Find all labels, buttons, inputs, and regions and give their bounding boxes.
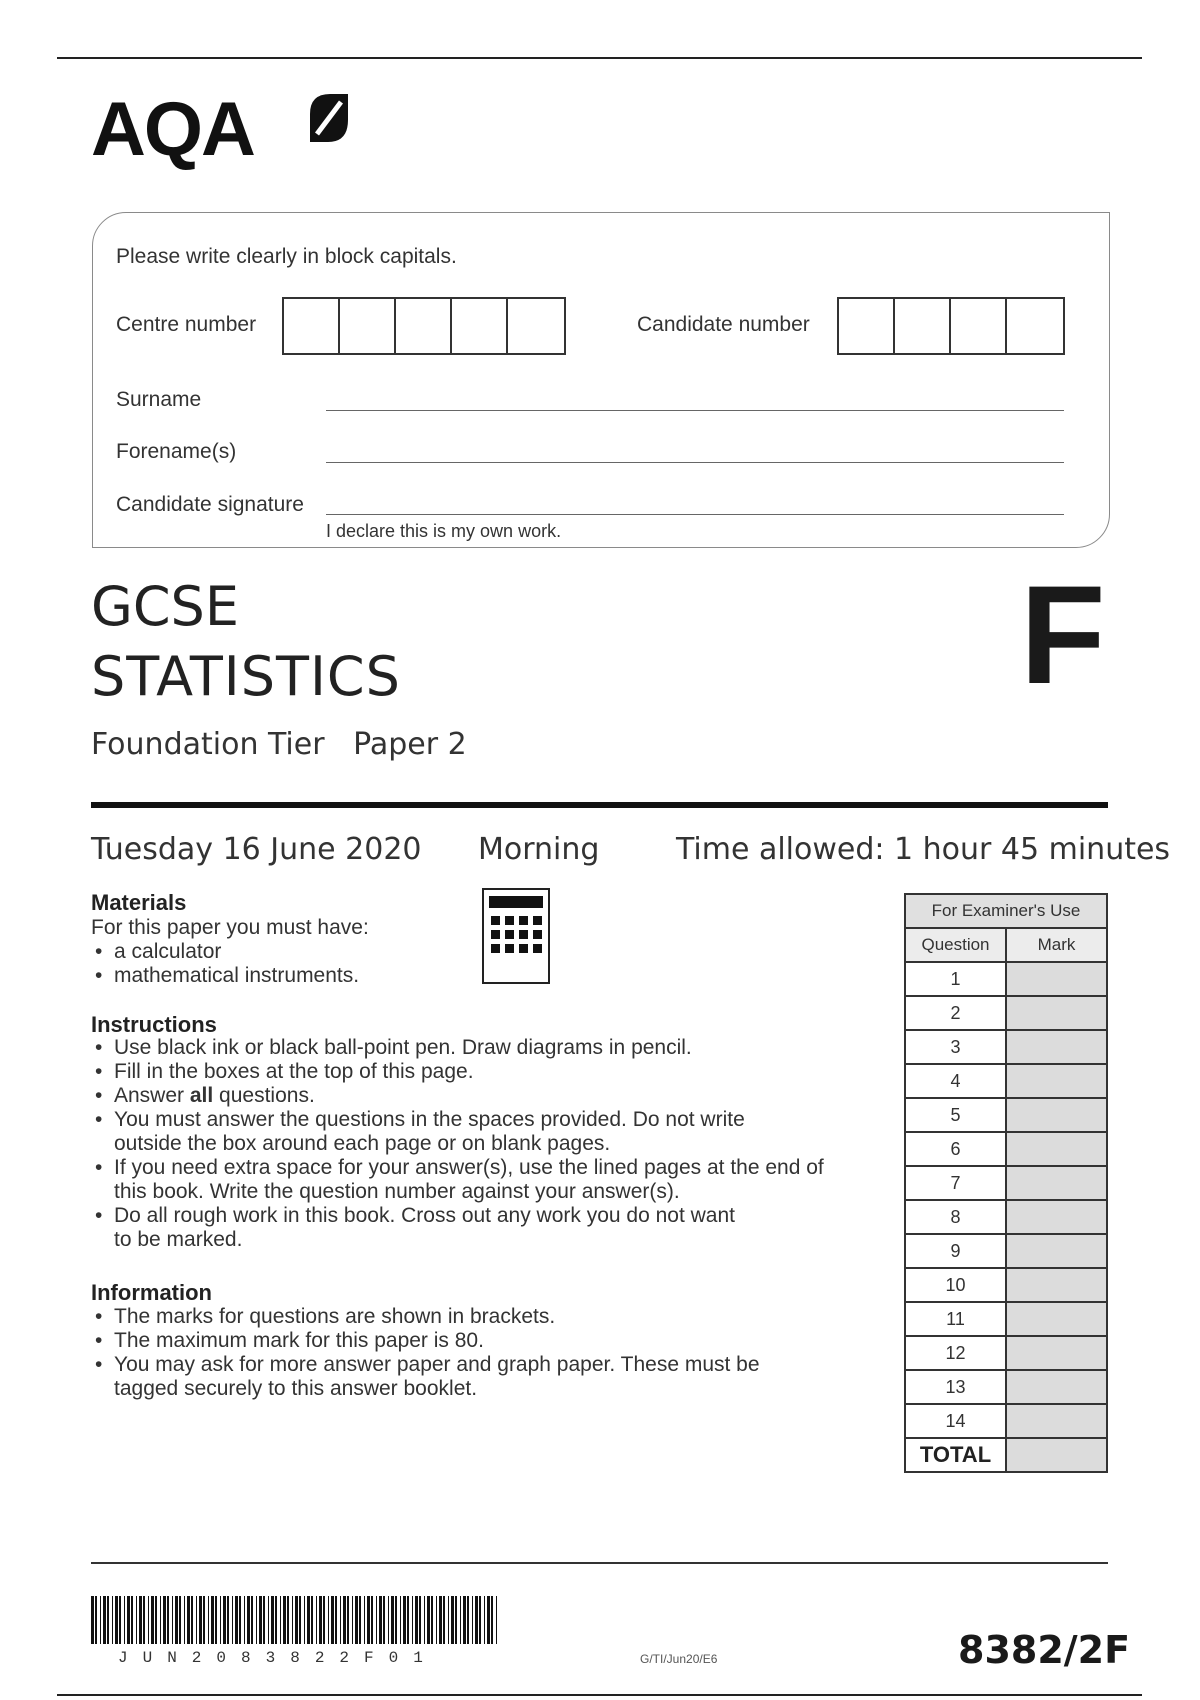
question-number-cell: 10 — [905, 1268, 1006, 1302]
materials-heading: Materials — [91, 890, 187, 915]
table-row — [905, 1200, 1107, 1234]
candidate-number-digit-box[interactable] — [839, 299, 895, 353]
mark-cell — [1006, 1336, 1107, 1370]
list-item: • You must answer the questions in the spaces provided. Do not write outside the box around each page or on blank pages. — [91, 1108, 824, 1156]
instructions-heading: Instructions — [91, 1012, 217, 1037]
examiner-use-table — [904, 893, 1108, 1473]
list-item: • Answer all questions. — [91, 1084, 824, 1108]
forenames-field[interactable] — [326, 462, 1064, 463]
mark-cell — [1006, 1064, 1107, 1098]
question-number-cell: 14 — [905, 1404, 1006, 1438]
information-list — [91, 1305, 760, 1401]
centre-number-digit-box[interactable] — [508, 299, 564, 353]
candidate-number-label: Candidate number — [637, 313, 810, 336]
mark-cell — [1006, 1404, 1107, 1438]
signature-label: Candidate signature — [116, 493, 304, 516]
calculator-icon — [482, 888, 550, 984]
list-item: • You may ask for more answer paper and graph paper. These must be tagged securely to this answer booklet. — [91, 1353, 760, 1401]
surname-label: Surname — [116, 388, 202, 411]
examiner-table-heading: For Examiner's Use — [905, 894, 1107, 928]
table-row — [905, 1404, 1107, 1438]
question-column-header: Question — [905, 928, 1006, 962]
mark-cell — [1006, 1098, 1107, 1132]
aqa-logo: AQA — [91, 87, 254, 172]
total-label: TOTAL — [905, 1438, 1006, 1472]
mark-cell — [1006, 996, 1107, 1030]
mark-cell — [1006, 1166, 1107, 1200]
question-number-cell: 1 — [905, 962, 1006, 996]
signature-field[interactable] — [326, 514, 1064, 515]
table-row — [905, 1132, 1107, 1166]
candidate-number-digit-box[interactable] — [895, 299, 951, 353]
print-reference: G/TI/Jun20/E6 — [640, 1652, 718, 1666]
list-item: • Fill in the boxes at the top of this page. — [91, 1060, 824, 1084]
surname-field[interactable] — [326, 410, 1064, 411]
mark-cell — [1006, 962, 1107, 996]
question-number-cell: 3 — [905, 1030, 1006, 1064]
table-row — [905, 1268, 1107, 1302]
centre-number-digit-box[interactable] — [340, 299, 396, 353]
candidate-number-digit-box[interactable] — [951, 299, 1007, 353]
bottom-rule — [57, 1694, 1142, 1696]
question-number-cell: 5 — [905, 1098, 1006, 1132]
materials-list — [91, 940, 359, 988]
table-row — [905, 1302, 1107, 1336]
table-row — [905, 1336, 1107, 1370]
centre-number-field[interactable] — [282, 297, 566, 355]
exam-session: Morning — [478, 832, 600, 867]
aqa-logo-mark-icon — [308, 90, 350, 144]
list-item: • Use black ink or black ball-point pen. Draw diagrams in pencil. — [91, 1036, 824, 1060]
centre-number-digit-box[interactable] — [452, 299, 508, 353]
barcode-number: JUN2083822F01 — [118, 1649, 438, 1667]
list-item: • Do all rough work in this book. Cross out any work you do not want to be marked. — [91, 1204, 824, 1252]
table-row — [905, 962, 1107, 996]
information-heading: Information — [91, 1280, 212, 1305]
table-row — [905, 1166, 1107, 1200]
question-number-cell: 2 — [905, 996, 1006, 1030]
tier-and-paper: Foundation Tier Paper 2 — [91, 727, 467, 762]
question-number-cell: 11 — [905, 1302, 1006, 1336]
question-number-cell: 12 — [905, 1336, 1006, 1370]
table-row — [905, 996, 1107, 1030]
exam-date: Tuesday 16 June 2020 — [91, 832, 422, 867]
table-row — [905, 1234, 1107, 1268]
question-number-cell: 9 — [905, 1234, 1006, 1268]
forenames-label: Forename(s) — [116, 440, 237, 463]
table-row — [905, 1030, 1107, 1064]
table-row — [905, 1098, 1107, 1132]
question-number-cell: 4 — [905, 1064, 1006, 1098]
question-number-cell: 6 — [905, 1132, 1006, 1166]
table-row — [905, 1064, 1107, 1098]
footer-rule — [91, 1562, 1108, 1564]
mark-cell — [1006, 1268, 1107, 1302]
top-rule — [57, 57, 1142, 59]
centre-number-label: Centre number — [116, 313, 257, 336]
mark-cell — [1006, 1132, 1107, 1166]
mark-cell — [1006, 1302, 1107, 1336]
question-number-cell: 13 — [905, 1370, 1006, 1404]
question-number-cell: 8 — [905, 1200, 1006, 1234]
time-allowed: Time allowed: 1 hour 45 minutes — [676, 832, 1171, 867]
mark-cell — [1006, 1370, 1107, 1404]
qualification-title: GCSE — [91, 575, 239, 638]
list-item: • The maximum mark for this paper is 80. — [91, 1329, 760, 1353]
block-capitals-instruction: Please write clearly in block capitals. — [116, 245, 457, 268]
total-mark-cell — [1006, 1438, 1107, 1472]
question-number-cell: 7 — [905, 1166, 1006, 1200]
declaration-text: I declare this is my own work. — [326, 521, 562, 541]
instructions-list — [91, 1036, 824, 1252]
list-item: • mathematical instruments. — [91, 964, 359, 988]
list-item: • If you need extra space for your answer(s), use the lined pages at the end of this book. Write the question number against your answer(s). — [91, 1156, 824, 1204]
mark-cell — [1006, 1030, 1107, 1064]
candidate-number-field[interactable] — [837, 297, 1065, 355]
list-item: • The marks for questions are shown in brackets. — [91, 1305, 760, 1329]
paper-code: 8382/2F — [958, 1628, 1131, 1672]
materials-intro: For this paper you must have: — [91, 916, 369, 939]
tier-letter: F — [1020, 556, 1106, 713]
barcode-icon — [91, 1596, 501, 1644]
subject-title: STATISTICS — [91, 645, 401, 708]
table-row — [905, 1370, 1107, 1404]
candidate-number-digit-box[interactable] — [1007, 299, 1063, 353]
list-item: • a calculator — [91, 940, 359, 964]
mark-cell — [1006, 1200, 1107, 1234]
centre-number-digit-box[interactable] — [396, 299, 452, 353]
mark-cell — [1006, 1234, 1107, 1268]
centre-number-digit-box[interactable] — [284, 299, 340, 353]
title-divider — [91, 802, 1108, 808]
mark-column-header: Mark — [1006, 928, 1107, 962]
